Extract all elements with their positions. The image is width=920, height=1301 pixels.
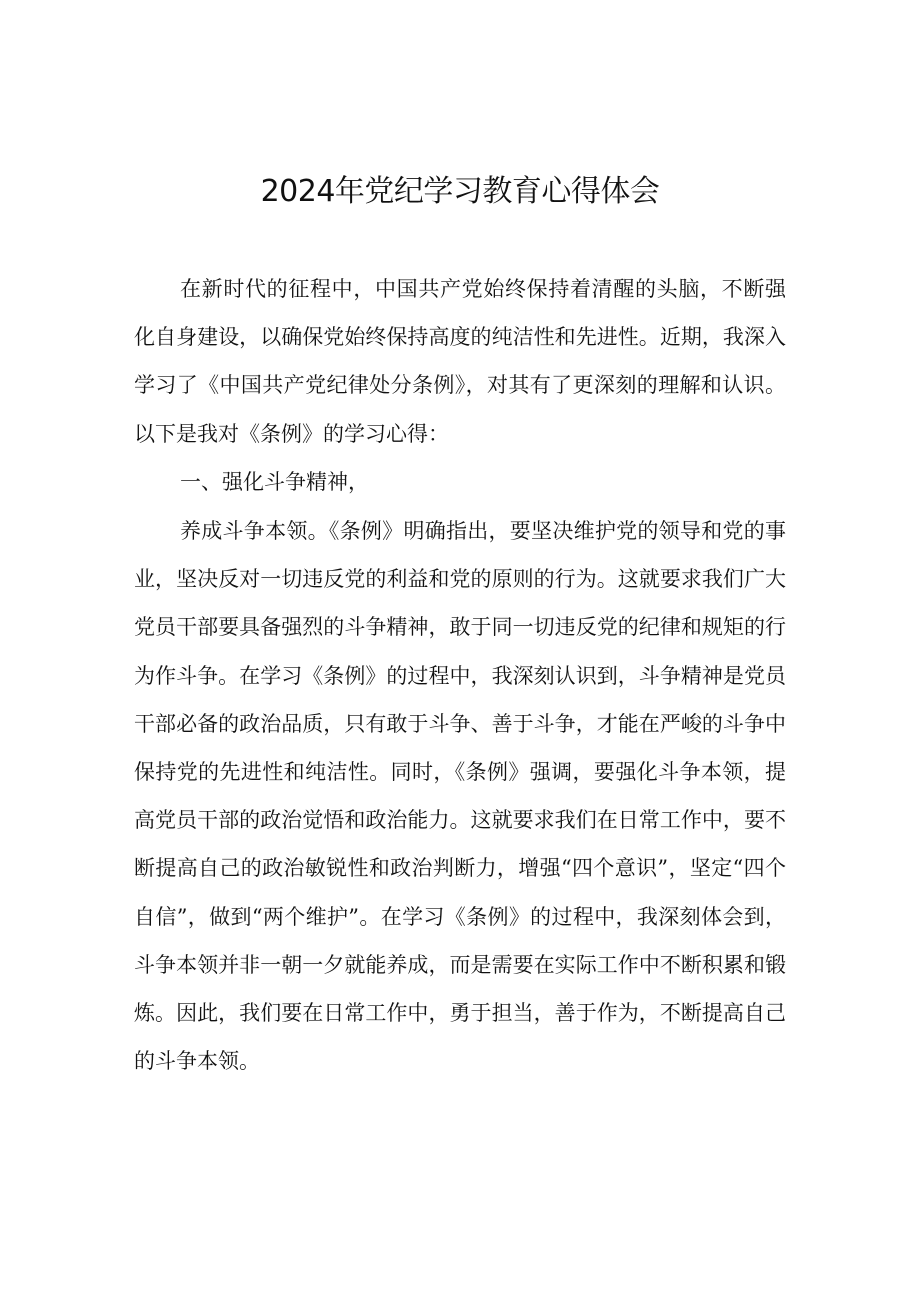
intro-paragraph: 在新时代的征程中，中国共产党始终保持着清醒的头脑，不断强化自身建设，以确保党始终保持高度的纯洁性和先进性。近期，我深入学习了《中国共产党纪律处分条例》，对其有了更深刻的理解和认识。以下是我对《条例》的学习心得： xyxy=(134,277,786,446)
document-title: 2024年党纪学习教育心得体会 xyxy=(260,174,660,209)
section-heading: 一、强化斗争精神， xyxy=(180,470,369,494)
section-paragraph: 养成斗争本领。《条例》明确指出，要坚决维护党的领导和党的事业，坚决反对一切违反党的利益和党的原则的行为。这就要求我们广大党员干部要具备强烈的斗争精神，敢于同一切违反党的纪律和规矩的行为作斗争。在学习《条例》的过程中，我深刻认识到，斗争精神是党员干部必备的政治品质，只有敢于斗争、善于斗争，才能在严峻的斗争中保持党的先进性和纯洁性。同时，《条例》强调，要强化斗争本领，提高党员干部的政治觉悟和政治能力。这就要求我们在日常工作中，要不断提高自己的政治敏锐性和政治判断力，增强“四个意识”，坚定“四个自信”，做到“两个维护”。在学习《条例》的过程中，我深刻体会到，斗争本领并非一朝一夕就能养成，而是需要在实际工作中不断积累和锻炼。因此，我们要在日常工作中，勇于担当，善于作为，不断提高自己的斗争本领。 xyxy=(134,519,786,1074)
